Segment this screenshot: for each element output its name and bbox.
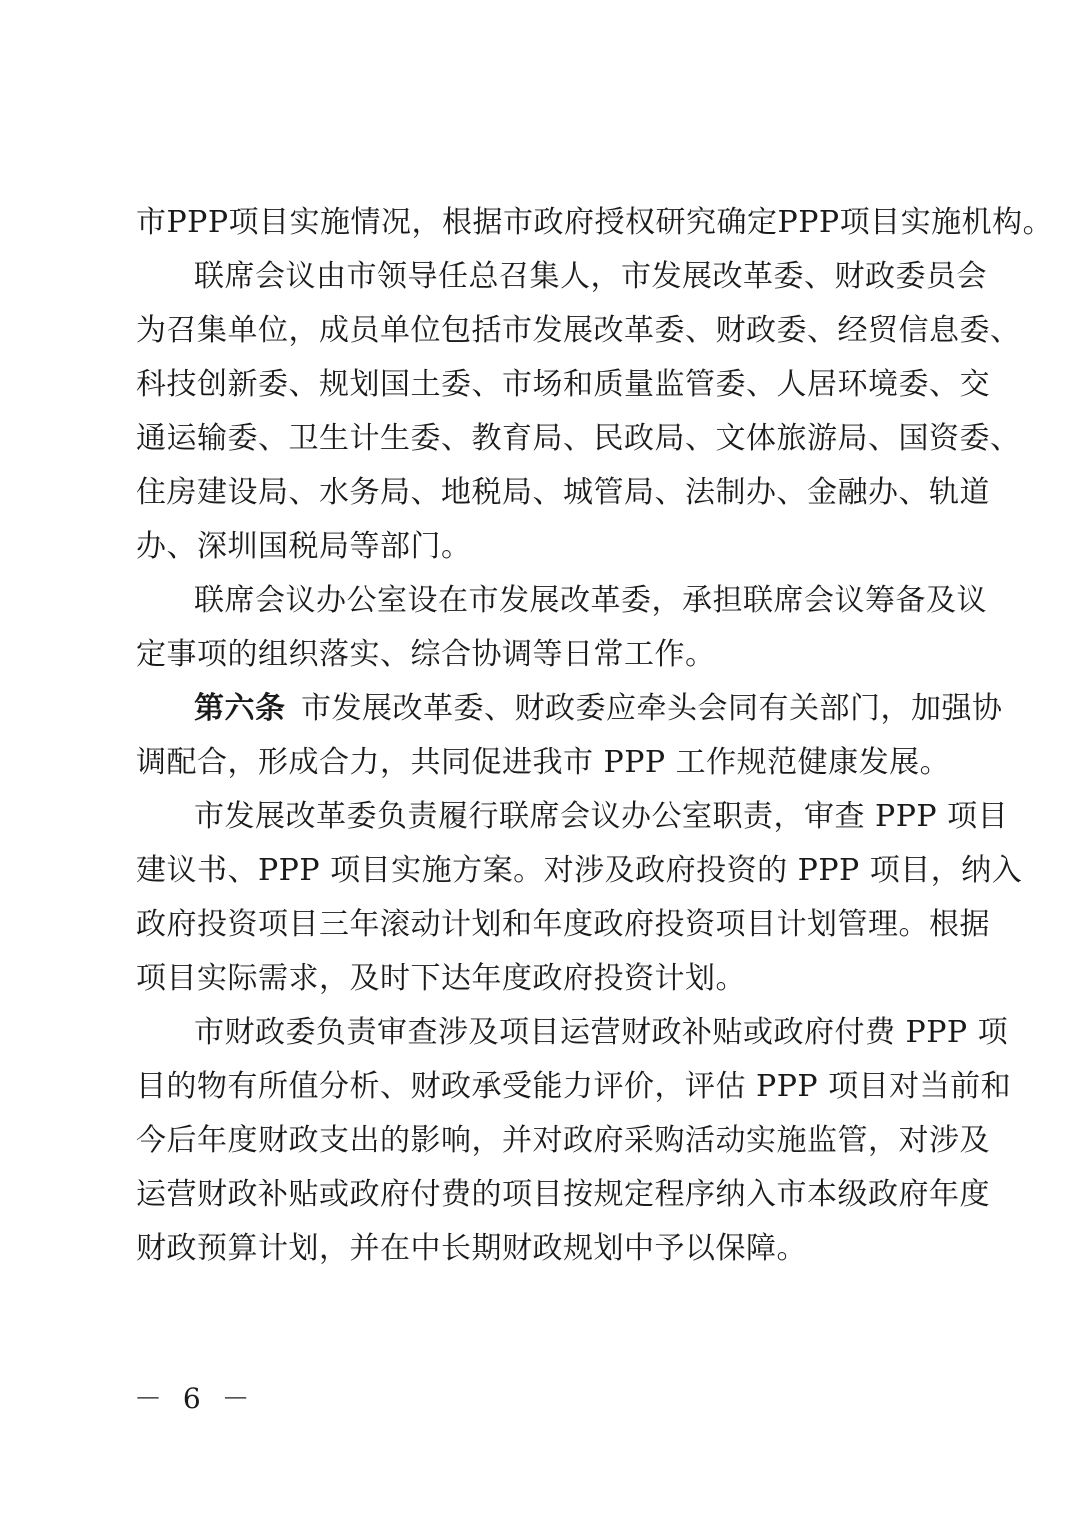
paragraph-line: 为召集单位，成员单位包括市发展改革委、财政委、经贸信息委、 xyxy=(136,313,1021,348)
paragraph-line: 政府投资项目三年滚动计划和年度政府投资项目计划管理。根据 xyxy=(136,907,990,942)
article-line-text: 市发展改革委、财政委应牵头会同有关部门，加强协 xyxy=(301,691,1003,726)
article-first-line xyxy=(136,682,1003,736)
paragraph-line: 调配合，形成合力，共同促进我市 PPP 工作规范健康发展。 xyxy=(136,745,951,780)
paragraph-line: 运营财政补贴或政府付费的项目按规定程序纳入市本级政府年度 xyxy=(136,1177,990,1212)
paragraph-line: 科技创新委、规划国土委、市场和质量监管委、人居环境委、交 xyxy=(136,367,990,402)
paragraph-line: 定事项的组织落实、综合协调等日常工作。 xyxy=(136,637,716,672)
paragraph-line: 市PPP项目实施情况，根据市政府授权研究确定PPP项目实施机构。 xyxy=(136,205,1054,240)
paragraph-line: 办、深圳国税局等部门。 xyxy=(136,529,472,564)
paragraph-line: 市发展改革委负责履行联席会议办公室职责，审查 PPP 项目 xyxy=(194,799,1009,834)
paragraph-line: 今后年度财政支出的影响，并对政府采购活动实施监管，对涉及 xyxy=(136,1123,990,1158)
paragraph-line: 项目实际需求，及时下达年度政府投资计划。 xyxy=(136,961,746,996)
paragraph-line: 联席会议办公室设在市发展改革委，承担联席会议筹备及议 xyxy=(194,583,987,618)
paragraph-line: 财政预算计划，并在中长期财政规划中予以保障。 xyxy=(136,1231,807,1266)
page-number: － 6 － xyxy=(134,1382,256,1415)
paragraph-line: 市财政委负责审查涉及项目运营财政补贴或政府付费 PPP 项 xyxy=(194,1015,1009,1050)
paragraph-line: 建议书、PPP 项目实施方案。对涉及政府投资的 PPP 项目，纳入 xyxy=(136,853,1023,888)
paragraph-line: 目的物有所值分析、财政承受能力评价，评估 PPP 项目对当前和 xyxy=(136,1069,1012,1104)
paragraph-line: 住房建设局、水务局、地税局、城管局、法制办、金融办、轨道 xyxy=(136,475,990,510)
paragraph-line: 通运输委、卫生计生委、教育局、民政局、文体旅游局、国资委、 xyxy=(136,421,1021,456)
article-heading: 第六条 xyxy=(194,691,286,726)
paragraph-line: 联席会议由市领导任总召集人，市发展改革委、财政委员会 xyxy=(194,259,987,294)
document-body xyxy=(136,196,1054,1276)
